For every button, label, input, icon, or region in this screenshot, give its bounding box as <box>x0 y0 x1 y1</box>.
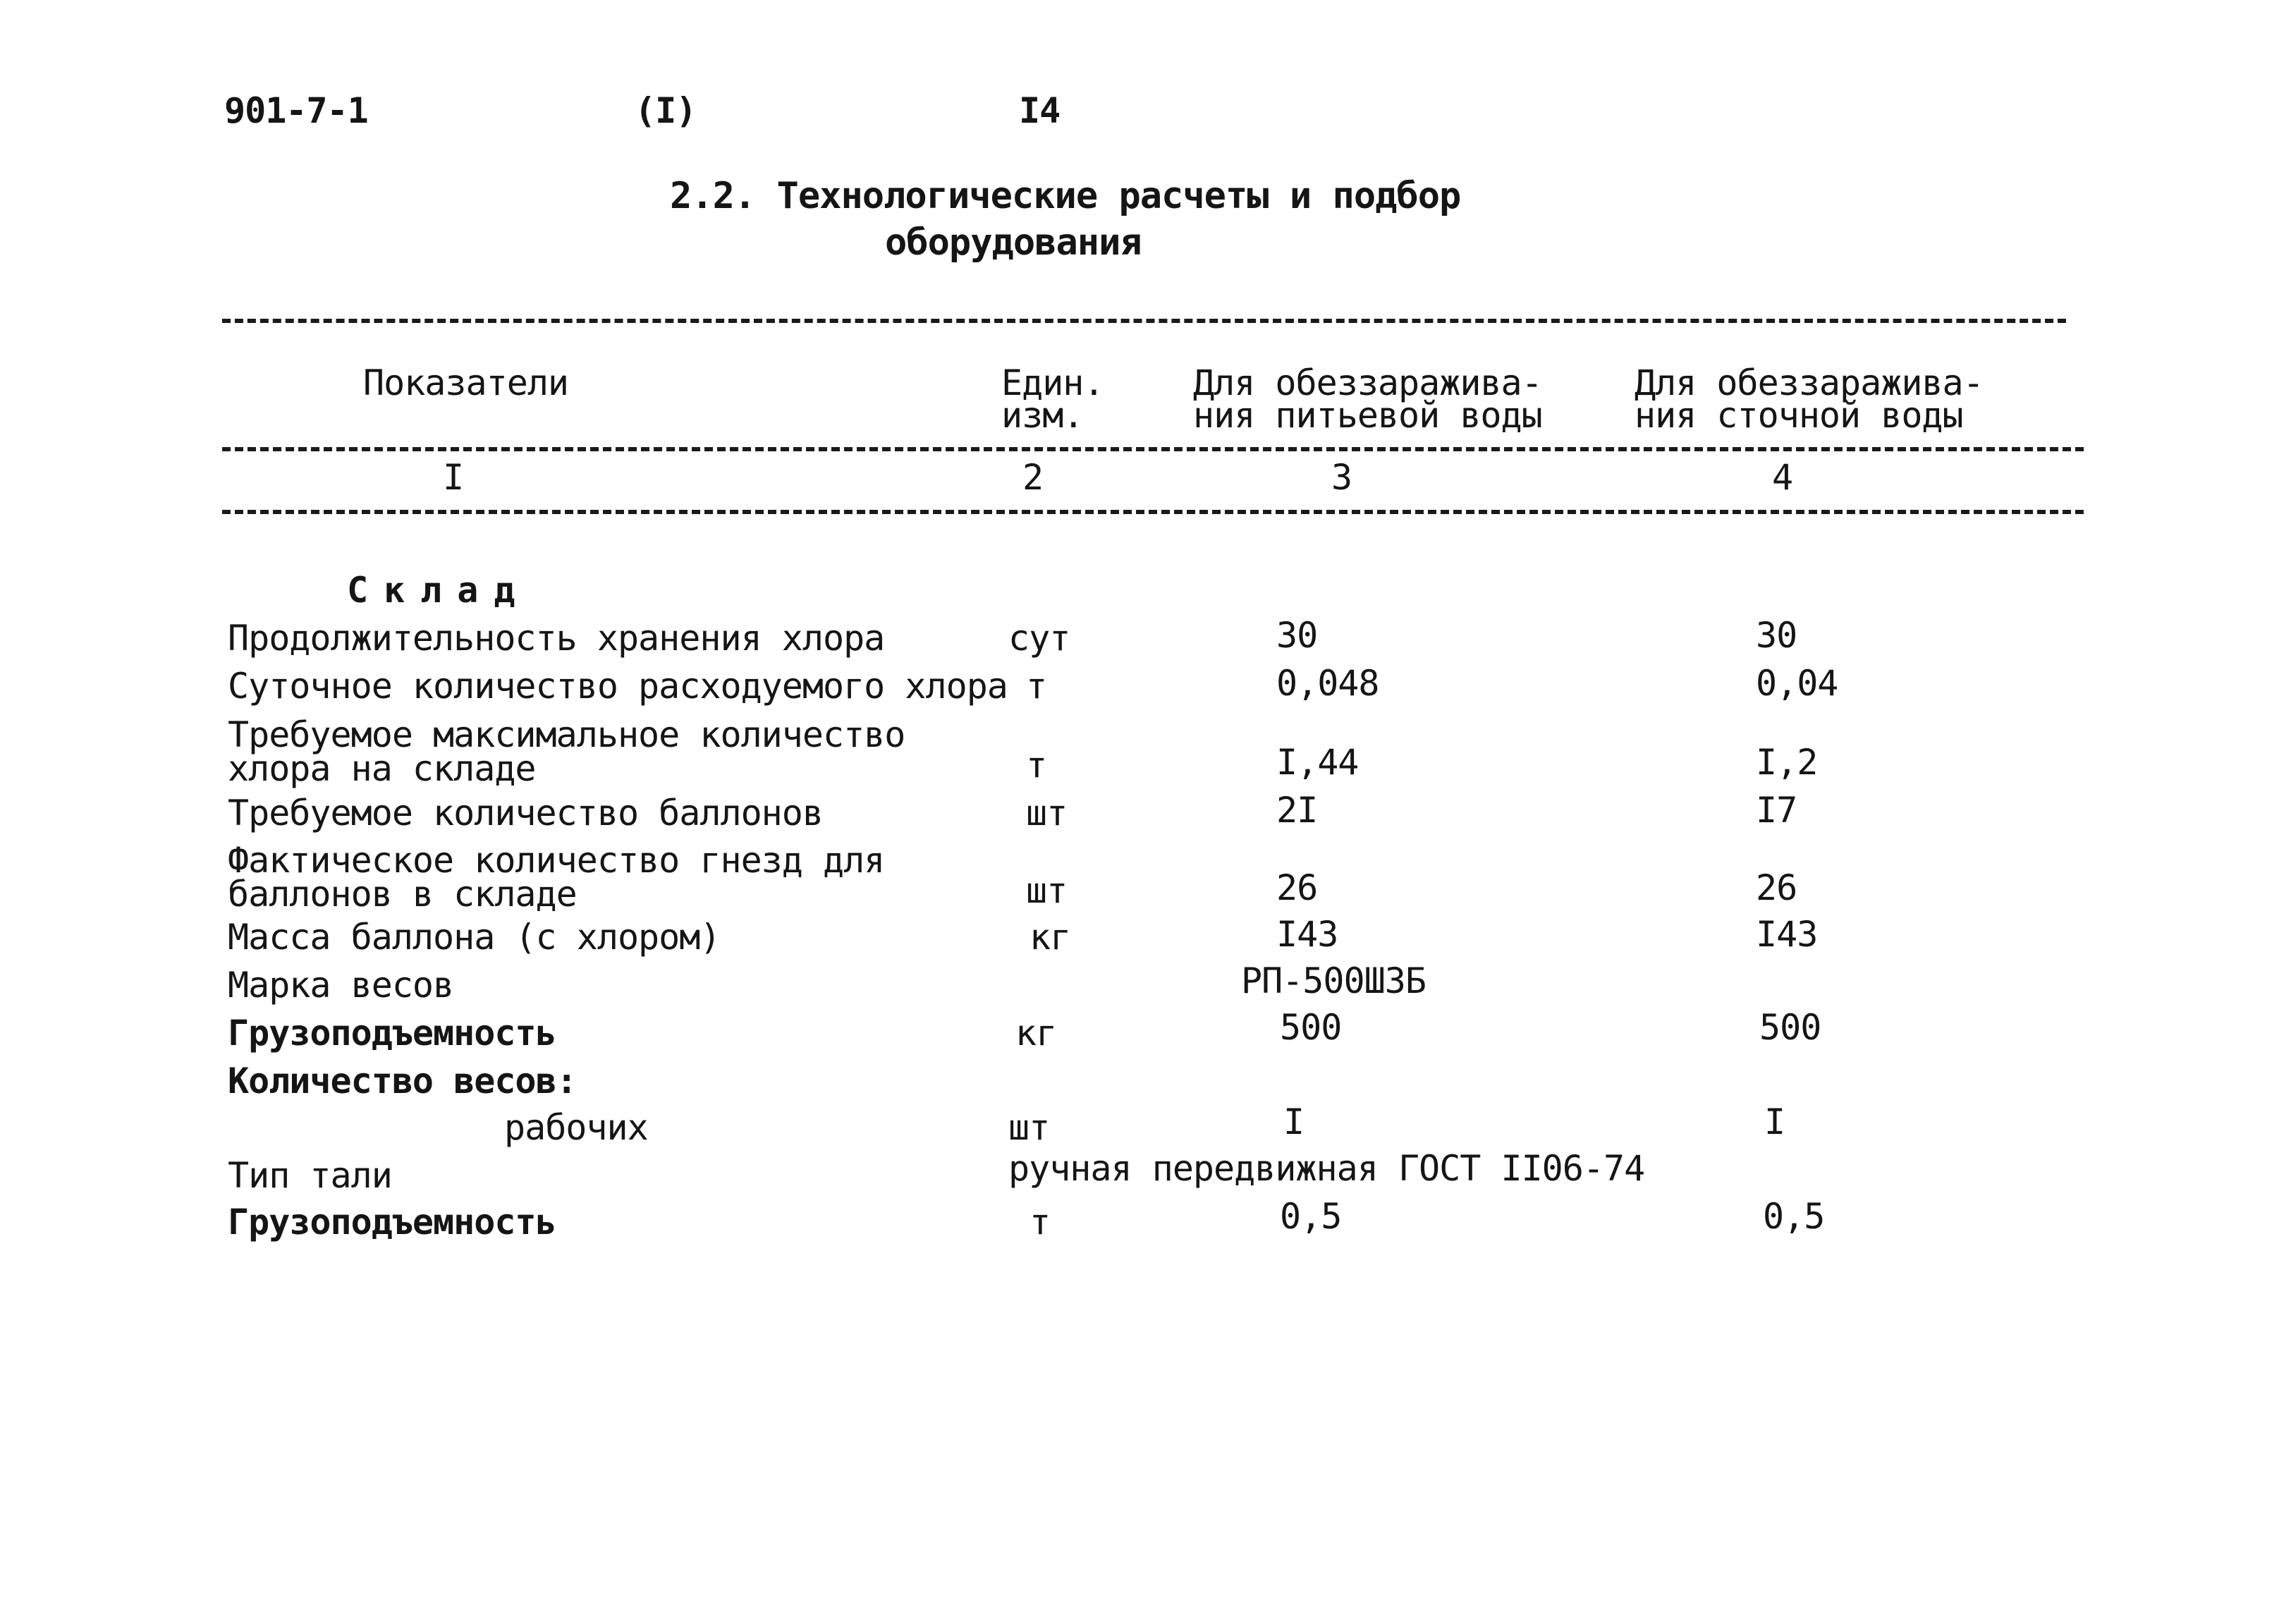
section-title-line2: оборудования <box>885 221 1142 264</box>
row-max-chlorine-waste: I,2 <box>1756 742 1818 783</box>
column-number-2: 2 <box>1022 457 1044 498</box>
column-header-indicators: Показатели <box>363 362 569 403</box>
column-number-4: 4 <box>1772 457 1793 498</box>
row-working-scales-waste: I <box>1764 1101 1785 1142</box>
section-heading-warehouse: Склад <box>347 570 531 611</box>
row-scale-capacity-drinking: 500 <box>1280 1007 1342 1048</box>
row-working-scales-label: рабочих <box>504 1107 648 1148</box>
column-number-1: I <box>443 457 464 498</box>
row-actual-slots-label-line2: баллонов в складе <box>228 874 577 915</box>
row-max-chlorine-label <box>228 714 905 789</box>
header-bottom-rule <box>222 447 2084 451</box>
row-hoist-type-label: Тип тали <box>228 1155 392 1196</box>
column-header-waste-water <box>1635 362 1984 436</box>
row-hoist-capacity-waste: 0,5 <box>1763 1196 1825 1237</box>
section-title-line1: 2.2. Технологические расчеты и подбор <box>670 175 1461 217</box>
column-header-drinking-water <box>1193 362 1542 436</box>
column-header-unit <box>1001 362 1104 436</box>
table-top-rule <box>222 319 2066 323</box>
row-hoist-capacity-drinking: 0,5 <box>1280 1196 1342 1237</box>
row-daily-chlorine-label: Суточное количество расходуемого хлора <box>228 666 1008 707</box>
sheet-mark: (I) <box>635 90 697 131</box>
row-working-scales-drinking: I <box>1283 1101 1305 1142</box>
row-required-cylinders-waste: I7 <box>1756 790 1797 831</box>
column-header-waste-line2: ния сточной воды <box>1635 395 1963 436</box>
row-max-chlorine-drinking: I,44 <box>1276 742 1359 783</box>
row-cylinder-mass-unit: кг <box>1030 917 1071 958</box>
row-actual-slots-drinking: 26 <box>1276 867 1318 908</box>
column-numbers-rule <box>222 510 2084 514</box>
row-scale-count-label: Количество весов: <box>228 1061 577 1101</box>
row-required-cylinders-unit: шт <box>1026 793 1068 834</box>
row-hoist-capacity-unit: т <box>1030 1202 1051 1243</box>
row-daily-chlorine-drinking: 0,048 <box>1276 663 1379 704</box>
row-max-chlorine-label-line2: хлора на складе <box>228 748 536 789</box>
row-required-cylinders-label: Требуемое количество баллонов <box>228 793 823 834</box>
document-code: 901-7-1 <box>224 90 368 131</box>
row-hoist-type-value: ручная передвижная ГОСТ II06-74 <box>1008 1148 1645 1189</box>
row-cylinder-mass-waste: I43 <box>1756 914 1818 955</box>
row-storage-duration-label: Продолжительность хранения хлора <box>228 618 885 659</box>
row-max-chlorine-label-line1: Требуемое максимальное количество <box>228 714 905 755</box>
row-actual-slots-label <box>228 840 885 915</box>
row-actual-slots-label-line1: Фактическое количество гнезд для <box>228 840 885 881</box>
row-scale-capacity-unit: кг <box>1015 1013 1057 1054</box>
row-actual-slots-unit: шт <box>1026 870 1068 911</box>
row-scale-capacity-label: Грузоподъемность <box>228 1013 556 1054</box>
column-header-drinking-line1: Для обеззаражива- <box>1193 362 1542 403</box>
column-header-unit-line2: изм. <box>1001 395 1084 436</box>
row-storage-duration-drinking: 30 <box>1276 615 1318 656</box>
row-storage-duration-unit: сут <box>1008 618 1070 659</box>
row-working-scales-unit: шт <box>1008 1107 1050 1148</box>
row-scale-model-value: РП-500Ш3Б <box>1241 960 1426 1001</box>
row-scale-capacity-waste: 500 <box>1759 1007 1821 1048</box>
row-daily-chlorine-unit: т <box>1026 666 1047 707</box>
row-max-chlorine-unit: т <box>1026 745 1047 786</box>
column-header-drinking-line2: ния питьевой воды <box>1193 395 1542 436</box>
row-scale-model-label: Марка весов <box>228 965 454 1006</box>
row-cylinder-mass-drinking: I43 <box>1276 914 1338 955</box>
row-required-cylinders-drinking: 2I <box>1276 790 1318 831</box>
row-daily-chlorine-waste: 0,04 <box>1756 663 1838 704</box>
column-header-unit-line1: Един. <box>1001 362 1104 403</box>
row-cylinder-mass-label: Масса баллона (с хлором) <box>228 917 721 958</box>
row-hoist-capacity-label: Грузоподъемность <box>228 1202 556 1243</box>
row-actual-slots-waste: 26 <box>1756 867 1797 908</box>
page-number: I4 <box>1019 90 1061 131</box>
column-header-waste-line1: Для обеззаражива- <box>1635 362 1984 403</box>
row-storage-duration-waste: 30 <box>1756 615 1797 656</box>
column-number-3: 3 <box>1331 457 1352 498</box>
